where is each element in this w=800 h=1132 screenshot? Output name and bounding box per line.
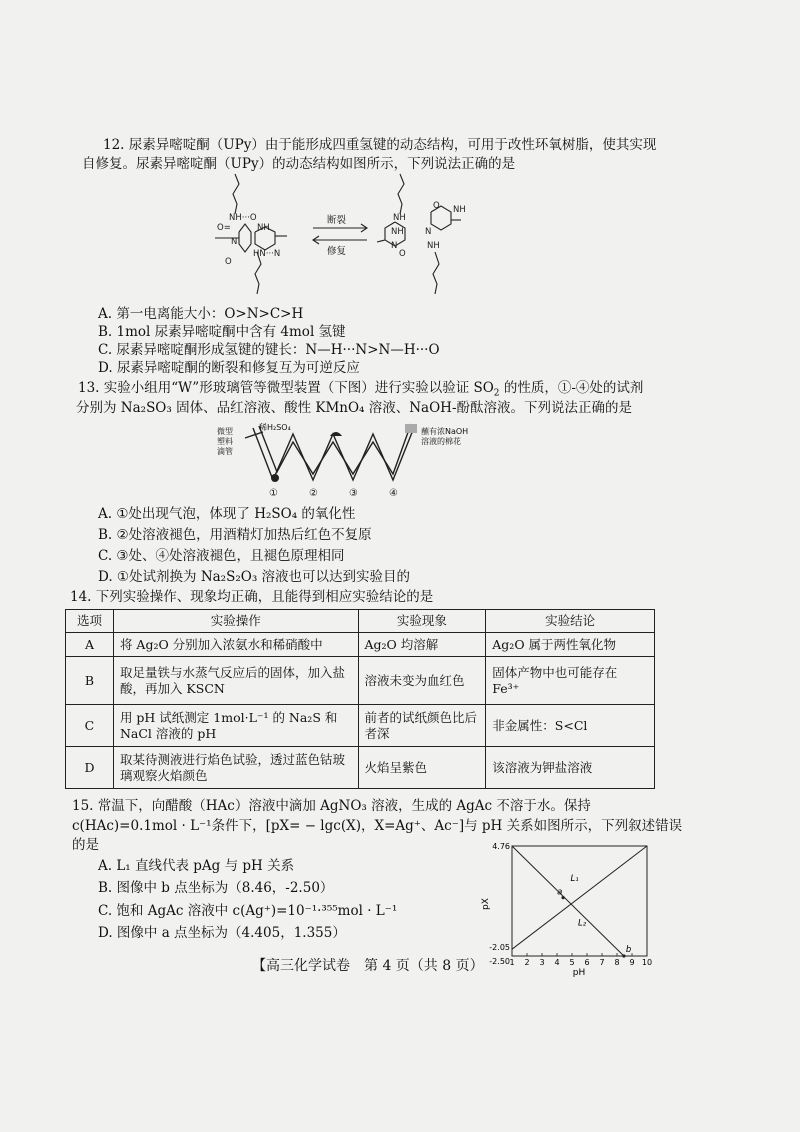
q13-option-a: A. ①处出现气泡，体现了 H₂SO₄ 的氧化性 — [98, 506, 356, 522]
q13-stem-line1-part2: 的性质，①-④处的试剂 — [499, 380, 644, 396]
svg-text:N: N — [391, 241, 398, 251]
svg-text:O=: O= — [217, 223, 231, 233]
x-tick-label: 1 — [509, 958, 515, 967]
page-footer: 【高三化学试卷 第 4 页（共 8 页） — [252, 958, 484, 974]
q13-stem-line1-part1: 13. 实验小组用“W”形玻璃管等微型装置（下图）进行实验以验证 SO — [78, 380, 494, 396]
arrow-label-break: 断裂 — [327, 215, 347, 226]
header-operation: 实验操作 — [113, 610, 358, 633]
position-4-label: ④ — [389, 488, 398, 499]
point-label-b: b — [625, 945, 632, 955]
table-row — [66, 633, 655, 657]
svg-text:NH: NH — [427, 241, 440, 251]
q13-stem-line1: 13. 实验小组用“W”形玻璃管等微型装置（下图）进行实验以验证 $SO_2$ 的性质，①-④处的试剂 — [78, 380, 644, 399]
y-tick-label: 4.76 — [492, 842, 510, 851]
y-tick-label: -2.50 — [489, 957, 510, 966]
label-dropper: 滴管 — [217, 447, 233, 456]
svg-text:HN···N: HN···N — [253, 249, 281, 259]
x-tick-label: 7 — [599, 958, 605, 967]
q12-option-b: B. 1mol 尿素异嘧啶酮中含有 4mol 氢键 — [98, 324, 346, 340]
x-tick-label: 10 — [641, 958, 653, 967]
q14-table — [65, 609, 655, 789]
arrow-label-repair: 修复 — [327, 246, 347, 257]
cell-option: B — [66, 657, 114, 705]
x-tick-label: 8 — [614, 958, 620, 967]
series-line-1 — [512, 846, 624, 956]
svg-text:N: N — [231, 237, 238, 247]
cell-conclusion: 固体产物中也可能存在 Fe³⁺ — [486, 657, 655, 705]
q15-stem-line1: 15. 常温下，向醋酸（HAc）溶液中滴加 AgNO₃ 溶液，生成的 AgAc 不溶于水。保持 — [72, 798, 591, 814]
cell-operation: 取足量铁与水蒸气反应后的固体，加入盐酸，再加入 KSCN — [113, 657, 358, 705]
series-line-2 — [512, 846, 647, 949]
x-tick-label: 4 — [554, 958, 560, 967]
cell-operation: 用 pH 试纸测定 1mol·L⁻¹ 的 Na₂S 和 NaCl 溶液的 pH — [113, 705, 358, 747]
cell-option: A — [66, 633, 114, 657]
svg-text:NH: NH — [257, 223, 270, 233]
header-phenomenon: 实验现象 — [358, 610, 486, 633]
q12-option-d: D. 尿素异嘧啶酮的断裂和修复互为可逆反应 — [98, 360, 360, 376]
label-cotton: 溶液的棉花 — [421, 437, 461, 446]
x-tick-label: 2 — [524, 958, 530, 967]
q12-stem-line1: 12. 尿素异嘧啶酮（UPy）由于能形成四重氢键的动态结构，可用于改性环氧树脂，使其实现 — [103, 137, 657, 153]
header-option: 选项 — [66, 610, 114, 633]
cell-phenomenon: 火焰呈紫色 — [358, 747, 486, 789]
position-2-label: ② — [309, 488, 318, 499]
q13-stem-line2: 分别为 Na₂SO₃ 固体、品红溶液、酸性 KMnO₄ 溶液、NaOH-酚酞溶液。下列说法正确的是 — [76, 400, 633, 416]
q15-stem-line2: c(HAc)=0.1mol · L⁻¹条件下，[pX= − lgc(X)，X=Ag⁺、Ac⁻]与 pH 关系如图所示，下列叙述错误 — [72, 818, 683, 834]
label-plastic: 塑料 — [217, 437, 233, 446]
q15-option-d: D. 图像中 a 点坐标为（4.405，1.355） — [98, 925, 346, 941]
q13-option-d: D. ①处试剂换为 Na₂S₂O₃ 溶液也可以达到实验目的 — [98, 569, 411, 585]
x-axis-label: pH — [572, 968, 586, 978]
cell-conclusion: Ag₂O 属于两性氧化物 — [486, 633, 655, 657]
q15-option-a: A. L₁ 直线代表 pAg 与 pH 关系 — [98, 858, 295, 874]
label-naoh: 蘸有浓NaOH — [421, 427, 469, 436]
q12-option-a: A. 第一电离能大小：O>N>C>H — [98, 306, 304, 322]
svg-text:NH: NH — [453, 205, 466, 215]
point-label-a: a — [557, 887, 563, 898]
svg-text:O: O — [399, 249, 406, 259]
q15-option-c: C. 饱和 AgAc 溶液中 c(Ag⁺)=10⁻¹·³⁵⁵mol · L⁻¹ — [98, 903, 398, 919]
table-row — [66, 747, 655, 789]
table-header-row — [66, 610, 655, 633]
series-label: L₁ — [570, 873, 579, 884]
position-3-label: ③ — [349, 488, 358, 499]
q12-stem-line2: 自修复。尿素异嘧啶酮（UPy）的动态结构如图所示，下列说法正确的是 — [82, 156, 516, 172]
cell-option: C — [66, 705, 114, 747]
svg-text:NH: NH — [391, 227, 404, 237]
table-row — [66, 657, 655, 705]
plot-frame — [512, 846, 647, 956]
svg-text:NH···O: NH···O — [229, 213, 257, 223]
cell-operation: 将 Ag₂O 分别加入浓氨水和稀硝酸中 — [113, 633, 358, 657]
cell-phenomenon: 前者的试纸颜色比后者深 — [358, 705, 486, 747]
svg-text:O: O — [433, 201, 440, 211]
cell-operation: 取某待测液进行焰色试验，透过蓝色钴玻璃观察火焰颜色 — [113, 747, 358, 789]
q15-stem-line3: 的是 — [72, 837, 99, 853]
label-dilute-acid: 稀H₂SO₄ — [259, 423, 291, 432]
x-tick-label: 5 — [569, 958, 575, 967]
w-tube-apparatus-diagram — [215, 420, 495, 500]
svg-text:O: O — [225, 257, 232, 267]
series-label: L₂ — [578, 918, 587, 929]
q14-stem: 14. 下列实验操作、现象均正确，且能得到相应实验结论的是 — [70, 589, 434, 605]
table-row — [66, 705, 655, 747]
cell-conclusion: 非金属性：S<Cl — [486, 705, 655, 747]
cell-phenomenon: 溶液未变为血红色 — [358, 657, 486, 705]
px-ph-chart — [480, 838, 655, 978]
q13-option-b: B. ②处溶液褪色，用酒精灯加热后红色不复原 — [98, 527, 372, 543]
q13-option-c: C. ③处、④处溶液褪色，且褪色原理相同 — [98, 548, 345, 564]
cell-phenomenon: Ag₂O 均溶解 — [358, 633, 486, 657]
y-axis-label: pX — [481, 898, 491, 910]
q15-option-b: B. 图像中 b 点坐标为（8.46，-2.50） — [98, 880, 334, 896]
x-tick-label: 9 — [629, 958, 635, 967]
q12-option-c: C. 尿素异嘧啶酮形成氢键的键长：N—H···N>N—H···O — [98, 342, 440, 358]
x-tick-label: 3 — [539, 958, 545, 967]
upy-structure-diagram — [195, 172, 485, 302]
cell-option: D — [66, 747, 114, 789]
x-tick-label: 6 — [584, 958, 590, 967]
svg-text:NH: NH — [393, 213, 406, 223]
position-1-label: ① — [269, 488, 278, 499]
y-tick-label: -2.05 — [489, 943, 510, 953]
header-conclusion: 实验结论 — [486, 610, 655, 633]
cell-conclusion: 该溶液为钾盐溶液 — [486, 747, 655, 789]
svg-text:N: N — [425, 227, 432, 237]
label-micro: 微型 — [217, 427, 233, 436]
